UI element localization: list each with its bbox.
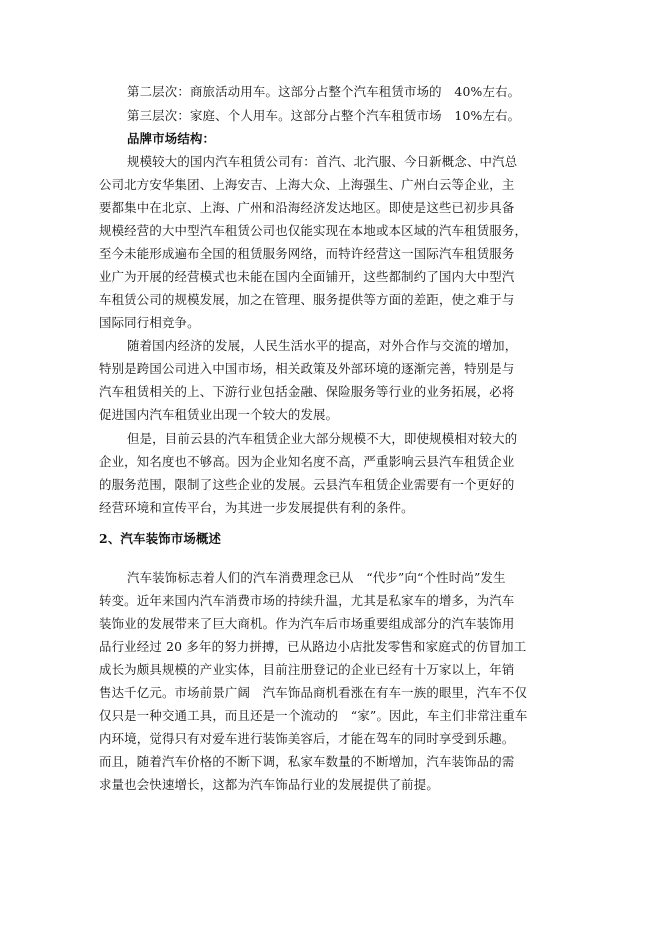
paragraph-line: 企业，知名度也不够高。因为企业知名度不高，严重影响云县汽车租赁企业 <box>99 454 515 469</box>
paragraph-line: 的服务范围，限制了这些企业的发展。云县汽车租赁企业需要有一个更好的 <box>99 477 515 492</box>
paragraph-line: 要都集中在北京、上海、广州和沿海经济发达地区。即使是这些已初步具备 <box>99 200 515 215</box>
paragraph-line: 转变。近年来国内汽车消费市场的持续升温，尤其是私家车的增多，为汽车 <box>99 593 515 608</box>
paragraph-line: 而且，随着汽车价格的不断下调，私家车数量的不断增加，汽车装饰品的需 <box>99 754 515 769</box>
section-heading: 2、汽车装饰市场概述 <box>99 531 222 546</box>
paragraph-line: 国际同行相竞争。 <box>99 315 200 330</box>
paragraph-line: 车租赁公司的规模发展，加之在管理、服务提供等方面的差距，使之难于与 <box>99 292 515 307</box>
paragraph-line: 售达千亿元。市场前景广阔 汽车饰品商机看涨在有车一族的眼里，汽车不仅 <box>99 685 528 700</box>
paragraph-line: 规模经营的大中型汽车租赁公司也仅能实现在本地或本区域的汽车租赁服务， <box>99 223 528 238</box>
section-heading: 品牌市场结构： <box>127 131 216 146</box>
paragraph-line: 至今未能形成遍布全国的租赁服务网络，而特许经营这一国际汽车租赁服务 <box>99 246 515 261</box>
paragraph-line: 规模较大的国内汽车租赁公司有：首汽、北汽服、今日新概念、中汽总 <box>127 154 518 169</box>
paragraph-line: 汽车租赁相关的上、下游行业包括金融、保险服务等行业的业务拓展，必将 <box>99 384 515 399</box>
paragraph-line: 第三层次：家庭、个人用车。这部分占整个汽车租赁市场 10%左右。 <box>127 108 521 123</box>
paragraph-line: 随着国内经济的发展，人民生活水平的提高，对外合作与交流的增加， <box>127 338 518 353</box>
paragraph-line: 业广为开展的经营模式也未能在国内全面铺开，这些都制约了国内大中型汽 <box>99 269 515 284</box>
paragraph-line: 成长为颇具规模的产业实体，目前注册登记的企业已经有十万家以上，年销 <box>99 662 515 677</box>
paragraph-line: 公司北方安华集团、上海安吉、上海大众、上海强生、广州白云等企业，主 <box>99 177 515 192</box>
paragraph-line: 第二层次：商旅活动用车。这部分占整个汽车租赁市场的 40%左右。 <box>127 84 521 99</box>
paragraph-line: 仅只是一种交通工具，而且还是一个流动的 “家”。因此，车主们非常注重车 <box>99 708 528 723</box>
paragraph-line: 但是，目前云县的汽车租赁企业大部分规模不大，即使规模相对较大的 <box>127 431 518 446</box>
paragraph-line: 装饰业的发展带来了巨大商机。作为汽车后市场重要组成部分的汽车装饰用 <box>99 616 515 631</box>
paragraph-line: 求量也会快速增长，这都为汽车饰品行业的发展提供了前提。 <box>99 777 439 792</box>
paragraph-line: 汽车装饰标志着人们的汽车消费理念已从 “代步”向“个性时尚”发生 <box>127 570 506 585</box>
paragraph-line: 内环境，觉得只有对爱车进行装饰美容后，才能在驾车的同时享受到乐趣。 <box>99 731 515 746</box>
paragraph-line: 促进国内汽车租赁业出现一个较大的发展。 <box>99 407 339 422</box>
paragraph-line: 经营环境和宣传平台，为其进一步发展提供有利的条件。 <box>99 500 414 515</box>
paragraph-line: 品行业经过 20 多年的努力拼搏，已从路边小店批发零售和家庭式的仿冒加工 <box>99 639 527 654</box>
paragraph-line: 特别是跨国公司进入中国市场，相关政策及外部环境的逐渐完善，特别是与 <box>99 361 515 376</box>
